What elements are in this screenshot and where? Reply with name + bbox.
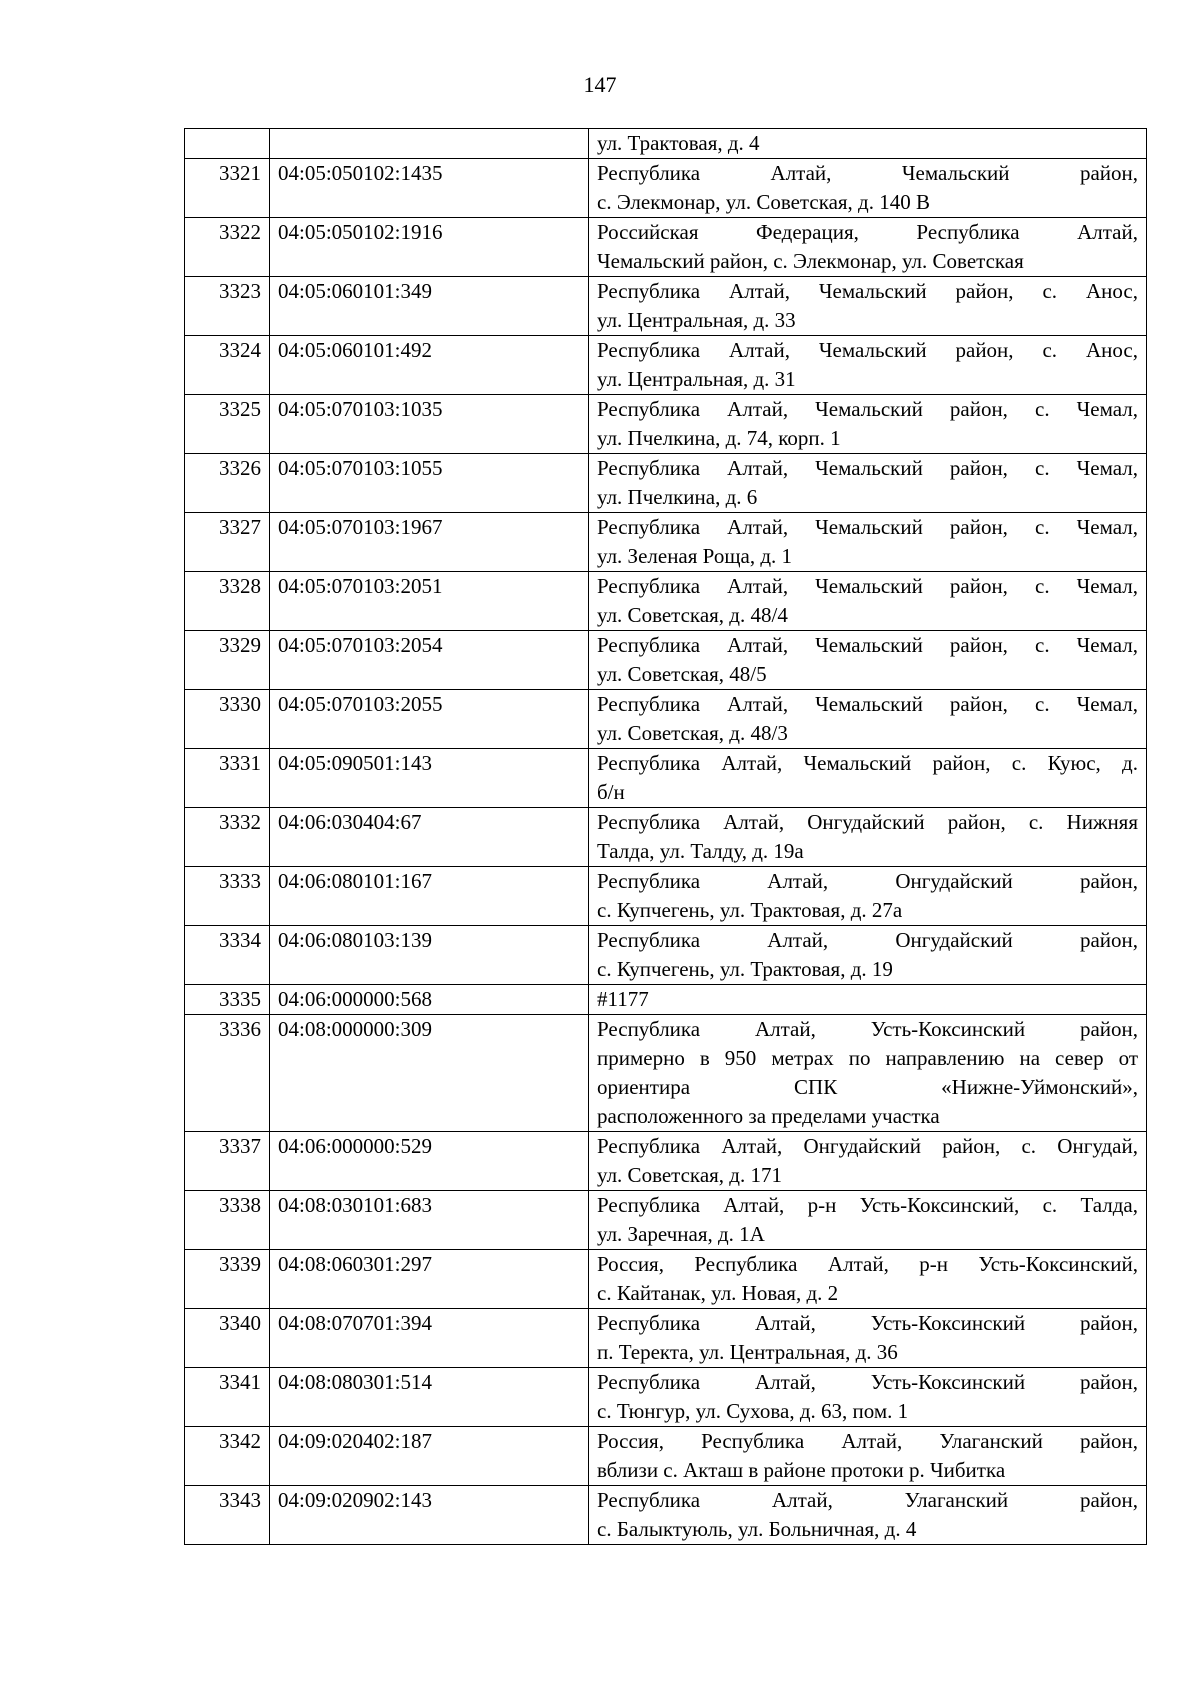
address-line: с. Купчегень, ул. Трактовая, д. 19 [597, 957, 893, 981]
address-line: ул. Центральная, д. 31 [597, 367, 796, 391]
address-line: Республика Алтай, Усть-Коксинский район, [597, 1017, 1138, 1041]
address-line: Республика Алтай, Усть-Коксинский район, [597, 1311, 1138, 1335]
address-line: ул. Пчелкина, д. 6 [597, 485, 758, 509]
address-line: вблизи с. Акташ в районе протоки р. Чибитка [597, 1458, 1006, 1482]
table-row [185, 513, 1147, 572]
address-line: ул. Советская, д. 48/3 [597, 721, 788, 745]
table-row [185, 1486, 1147, 1545]
cadastral-number-cell: 04:08:070701:394 [270, 1309, 589, 1368]
address-line: с. Кайтанак, ул. Новая, д. 2 [597, 1281, 839, 1305]
address-line: Республика Алтай, Чемальский район, с. Куюс, д. [597, 751, 1138, 775]
address-line: Республика Алтай, Улаганский район, [597, 1488, 1138, 1512]
table-row [185, 1015, 1147, 1132]
table-row [185, 867, 1147, 926]
address-line: Россия, Республика Алтай, Улаганский район, [597, 1429, 1138, 1453]
address-line: ул. Трактовая, д. 4 [597, 131, 760, 155]
row-number-cell: 3331 [185, 749, 270, 808]
cadastral-number-cell: 04:06:000000:529 [270, 1132, 589, 1191]
address-line: Чемальский район, с. Элекмонар, ул. Советская [597, 249, 1024, 273]
address-line: #1177 [597, 987, 649, 1011]
cadastral-number-cell: 04:05:060101:349 [270, 277, 589, 336]
cadastral-number-cell: 04:06:030404:67 [270, 808, 589, 867]
address-cell [589, 336, 1147, 395]
address-line: с. Купчегень, ул. Трактовая, д. 27а [597, 898, 903, 922]
address-line: с. Тюнгур, ул. Сухова, д. 63, пом. 1 [597, 1399, 909, 1423]
address-cell [589, 808, 1147, 867]
row-number-cell: 3334 [185, 926, 270, 985]
cadastral-number-cell: 04:08:030101:683 [270, 1191, 589, 1250]
table-row [185, 926, 1147, 985]
address-line: примерно в 950 метрах по направлению на север от [597, 1046, 1138, 1070]
table-row [185, 631, 1147, 690]
row-number-cell: 3342 [185, 1427, 270, 1486]
address-line: Республика Алтай, Чемальский район, [597, 161, 1138, 185]
table-row [185, 808, 1147, 867]
cadastral-number-cell: 04:05:070103:2051 [270, 572, 589, 631]
table-row [185, 1250, 1147, 1309]
address-line: с. Балыктуюль, ул. Больничная, д. 4 [597, 1517, 917, 1541]
table-row [185, 1427, 1147, 1486]
table-row [185, 129, 1147, 159]
cadastral-number-cell: 04:05:050102:1916 [270, 218, 589, 277]
cadastral-number-cell: 04:08:000000:309 [270, 1015, 589, 1132]
address-line: Республика Алтай, Онгудайский район, с. Онгудай, [597, 1134, 1138, 1158]
row-number-cell: 3329 [185, 631, 270, 690]
address-line: Российская Федерация, Республика Алтай, [597, 220, 1138, 244]
address-line: б/н [597, 780, 625, 804]
address-cell [589, 1486, 1147, 1545]
cadastral-number-cell: 04:05:060101:492 [270, 336, 589, 395]
row-number-cell: 3336 [185, 1015, 270, 1132]
address-line: ул. Центральная, д. 33 [597, 308, 796, 332]
cadastral-number-cell: 04:08:080301:514 [270, 1368, 589, 1427]
address-cell [589, 1191, 1147, 1250]
cadastral-number-cell: 04:08:060301:297 [270, 1250, 589, 1309]
address-cell [589, 395, 1147, 454]
address-cell [589, 867, 1147, 926]
page-number: 147 [583, 72, 617, 97]
row-number-cell: 3337 [185, 1132, 270, 1191]
cadastral-number-cell: 04:05:090501:143 [270, 749, 589, 808]
table-row [185, 1368, 1147, 1427]
row-number-cell: 3323 [185, 277, 270, 336]
address-cell [589, 454, 1147, 513]
address-cell [589, 277, 1147, 336]
cadastral-number-cell: 04:09:020402:187 [270, 1427, 589, 1486]
cadastral-number-cell: 04:05:070103:1035 [270, 395, 589, 454]
cadastral-number-cell [270, 129, 589, 159]
cadastral-number-cell: 04:05:070103:1055 [270, 454, 589, 513]
address-cell [589, 218, 1147, 277]
row-number-cell: 3343 [185, 1486, 270, 1545]
row-number-cell: 3327 [185, 513, 270, 572]
table-row [185, 336, 1147, 395]
table-row [185, 690, 1147, 749]
cadastral-number-cell: 04:06:080101:167 [270, 867, 589, 926]
address-line: Республика Алтай, Онгудайский район, [597, 928, 1138, 952]
address-line: Республика Алтай, р-н Усть-Коксинский, с. Талда, [597, 1193, 1138, 1217]
address-cell [589, 129, 1147, 159]
table-row [185, 1309, 1147, 1368]
address-cell [589, 1132, 1147, 1191]
row-number-cell: 3325 [185, 395, 270, 454]
address-line: ул. Советская, д. 171 [597, 1163, 782, 1187]
address-line: Республика Алтай, Онгудайский район, с. Нижняя [597, 810, 1138, 834]
row-number-cell: 3330 [185, 690, 270, 749]
address-cell [589, 690, 1147, 749]
address-cell [589, 513, 1147, 572]
row-number-cell: 3324 [185, 336, 270, 395]
address-line: ул. Пчелкина, д. 74, корп. 1 [597, 426, 841, 450]
address-cell [589, 1250, 1147, 1309]
row-number-cell: 3340 [185, 1309, 270, 1368]
registry-table-body [185, 129, 1147, 1545]
table-row [185, 159, 1147, 218]
row-number-cell: 3326 [185, 454, 270, 513]
row-number-cell: 3328 [185, 572, 270, 631]
cadastral-number-cell: 04:09:020902:143 [270, 1486, 589, 1545]
row-number-cell: 3333 [185, 867, 270, 926]
address-line: Республика Алтай, Чемальский район, с. Чемал, [597, 633, 1138, 657]
address-line: ул. Зеленая Роща, д. 1 [597, 544, 792, 568]
address-cell [589, 985, 1147, 1015]
table-row [185, 454, 1147, 513]
row-number-cell: 3339 [185, 1250, 270, 1309]
cadastral-number-cell: 04:06:000000:568 [270, 985, 589, 1015]
address-line: Республика Алтай, Чемальский район, с. Чемал, [597, 456, 1138, 480]
table-row [185, 395, 1147, 454]
address-line: п. Теректа, ул. Центральная, д. 36 [597, 1340, 898, 1364]
address-cell [589, 159, 1147, 218]
address-line: ул. Заречная, д. 1А [597, 1222, 765, 1246]
table-row [185, 985, 1147, 1015]
table-row [185, 749, 1147, 808]
address-cell [589, 1309, 1147, 1368]
row-number-cell: 3322 [185, 218, 270, 277]
table-row [185, 1132, 1147, 1191]
cadastral-number-cell: 04:05:070103:2054 [270, 631, 589, 690]
table-row [185, 1191, 1147, 1250]
address-line: Республика Алтай, Чемальский район, с. Чемал, [597, 574, 1138, 598]
address-cell [589, 1015, 1147, 1132]
address-cell [589, 926, 1147, 985]
row-number-cell [185, 129, 270, 159]
address-cell [589, 1427, 1147, 1486]
row-number-cell: 3338 [185, 1191, 270, 1250]
address-line: Россия, Республика Алтай, р-н Усть-Коксинский, [597, 1252, 1138, 1276]
table-row [185, 572, 1147, 631]
registry-table [184, 128, 1147, 1545]
address-cell [589, 572, 1147, 631]
table-row [185, 277, 1147, 336]
cadastral-number-cell: 04:05:050102:1435 [270, 159, 589, 218]
address-line: Республика Алтай, Чемальский район, с. Чемал, [597, 515, 1138, 539]
cadastral-number-cell: 04:05:070103:2055 [270, 690, 589, 749]
row-number-cell: 3332 [185, 808, 270, 867]
address-line: Республика Алтай, Чемальский район, с. Анос, [597, 338, 1138, 362]
address-line: ул. Советская, 48/5 [597, 662, 767, 686]
address-line: с. Элекмонар, ул. Советская, д. 140 В [597, 190, 930, 214]
row-number-cell: 3341 [185, 1368, 270, 1427]
cadastral-number-cell: 04:05:070103:1967 [270, 513, 589, 572]
address-line: расположенного за пределами участка [597, 1104, 940, 1128]
address-line: ул. Советская, д. 48/4 [597, 603, 788, 627]
address-line: ориентира СПК «Нижне-Уймонский», [597, 1075, 1138, 1099]
address-cell [589, 631, 1147, 690]
address-line: Республика Алтай, Чемальский район, с. Анос, [597, 279, 1138, 303]
address-line: Республика Алтай, Чемальский район, с. Чемал, [597, 397, 1138, 421]
table-row [185, 218, 1147, 277]
address-line: Республика Алтай, Усть-Коксинский район, [597, 1370, 1138, 1394]
address-line: Республика Алтай, Чемальский район, с. Чемал, [597, 692, 1138, 716]
address-line: Талда, ул. Талду, д. 19а [597, 839, 804, 863]
address-cell [589, 1368, 1147, 1427]
row-number-cell: 3321 [185, 159, 270, 218]
row-number-cell: 3335 [185, 985, 270, 1015]
address-cell [589, 749, 1147, 808]
cadastral-number-cell: 04:06:080103:139 [270, 926, 589, 985]
address-line: Республика Алтай, Онгудайский район, [597, 869, 1138, 893]
